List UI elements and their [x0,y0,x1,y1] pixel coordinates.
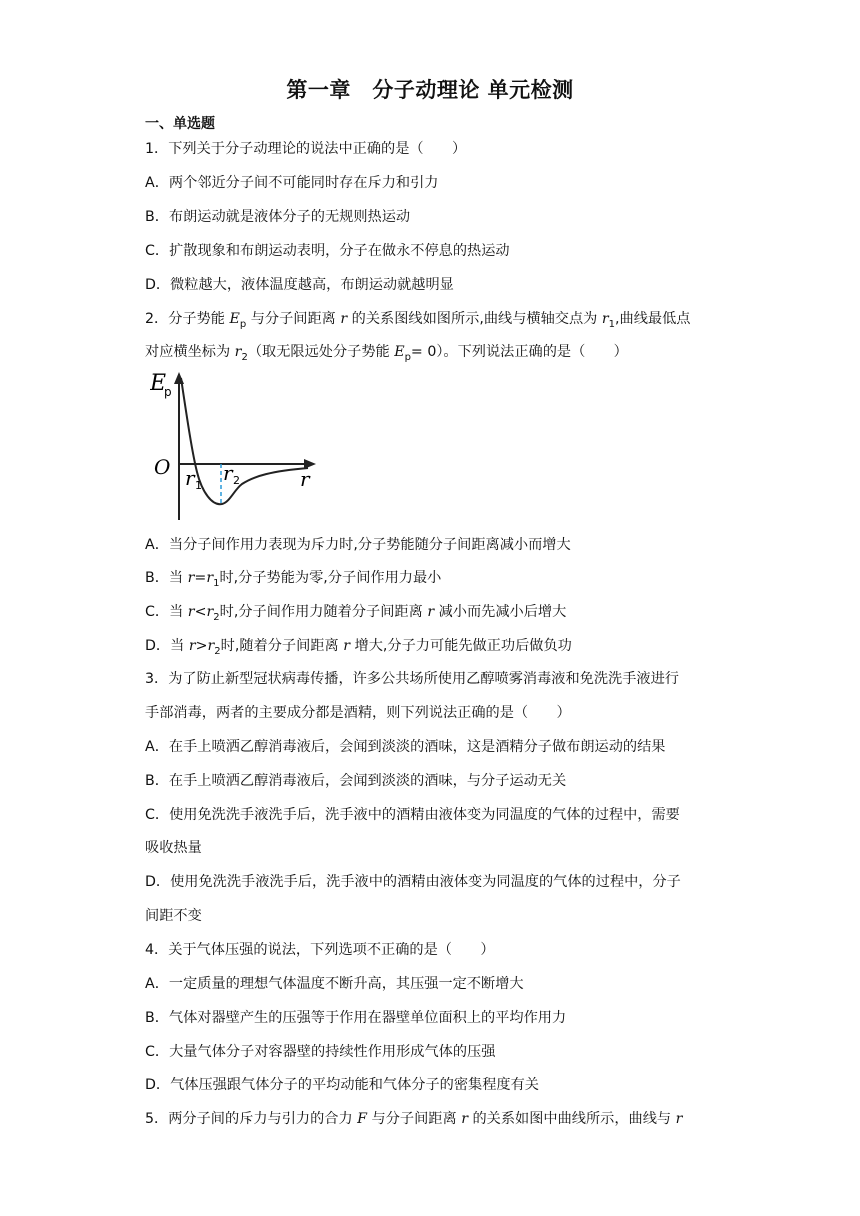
q4-option-b: B．气体对器壁产生的压强等于作用在器壁单位面积上的平均作用力 [145,1010,567,1026]
q3-option-d-line1: D．使用免洗洗手液洗手后，洗手液中的酒精由液体变为同温度的气体的过程中，分子 [145,874,681,890]
page-title: 第一章 分子动理论 单元检测 [286,78,574,102]
q2-option-b: B．当 $r=r_1$时,分子势能为零,分子间作用力最小 [145,570,442,589]
q3-stem-line2: 手部消毒，两者的主要成分都是酒精，则下列说法正确的是（ ） [145,705,571,721]
q3-option-a: A．在手上喷洒乙醇消毒液后，会闻到淡淡的酒味，这是酒精分子做布朗运动的结果 [145,739,666,755]
potential-energy-graph [150,368,325,526]
q5-stem-line1: 5．两分子间的斥力与引力的合力 F 与分子间距离 r 的关系如图中曲线所示，曲线与 r [145,1111,683,1127]
q1-option-b: B．布朗运动就是液体分子的无规则热运动 [145,209,411,225]
q2-stem-line1: 2．分子势能 $E_p$ 与分子间距离 r 的关系图线如图所示,曲线与横轴交点为 $r_1$,曲线最低点 [145,311,691,330]
graph-r2-sub: 2 [233,474,240,487]
q4-option-a: A．一定质量的理想气体温度不断升高，其压强一定不断增大 [145,976,524,992]
q3-option-c-line2: 吸收热量 [145,840,202,856]
q3-option-c-line1: C．使用免洗洗手液洗手后，洗手液中的酒精由液体变为同温度的气体的过程中，需要 [145,807,680,823]
q2-stem-line2: 对应横坐标为 $r_2$（取无限远处分子势能 $E_p= 0$）。下列说法正确的是（ ） [145,344,628,363]
q1-option-a: A．两个邻近分子间不可能同时存在斥力和引力 [145,175,439,191]
graph-y-label-sub: p [164,385,172,399]
q1-option-d: D．微粒越大，液体温度越高，布朗运动就越明显 [145,277,454,293]
q2-option-a: A．当分子间作用力表现为斥力时,分子势能随分子间距离减小而增大 [145,537,571,553]
graph-origin-label: O [154,455,171,479]
q3-option-d-line2: 间距不变 [145,908,202,924]
graph-r1-sub: 1 [195,479,202,492]
q1-option-c: C．扩散现象和布朗运动表明，分子在做永不停息的热运动 [145,243,510,259]
q4-stem: 4．关于气体压强的说法，下列选项不正确的是（ ） [145,942,495,958]
graph-r2-label: r [223,461,233,485]
q3-option-b: B．在手上喷洒乙醇消毒液后，会闻到淡淡的酒味，与分子运动无关 [145,773,567,789]
graph-r1-label: r [185,466,195,490]
graph-x-label: r [300,467,310,491]
q3-stem-line1: 3．为了防止新型冠状病毒传播，许多公共场所使用乙醇喷雾消毒液和免洗洗手液进行 [145,671,679,687]
q4-option-c: C．大量气体分子对容器壁的持续性作用形成气体的压强 [145,1044,496,1060]
q1-stem: 1．下列关于分子动理论的说法中正确的是（ ） [145,141,467,157]
q2-option-d: D．当 $r>r_2$时,随着分子间距离 r 增大,分子力可能先做正功后做负功 [145,638,572,657]
section-heading: 一、单选题 [145,116,215,132]
graph-y-label: E [150,371,167,396]
q2-option-c: C．当 $r<r_2$时,分子间作用力随着分子间距离 r 减小而先减小后增大 [145,604,567,623]
q4-option-d: D．气体压强跟气体分子的平均动能和气体分子的密集程度有关 [145,1077,539,1093]
